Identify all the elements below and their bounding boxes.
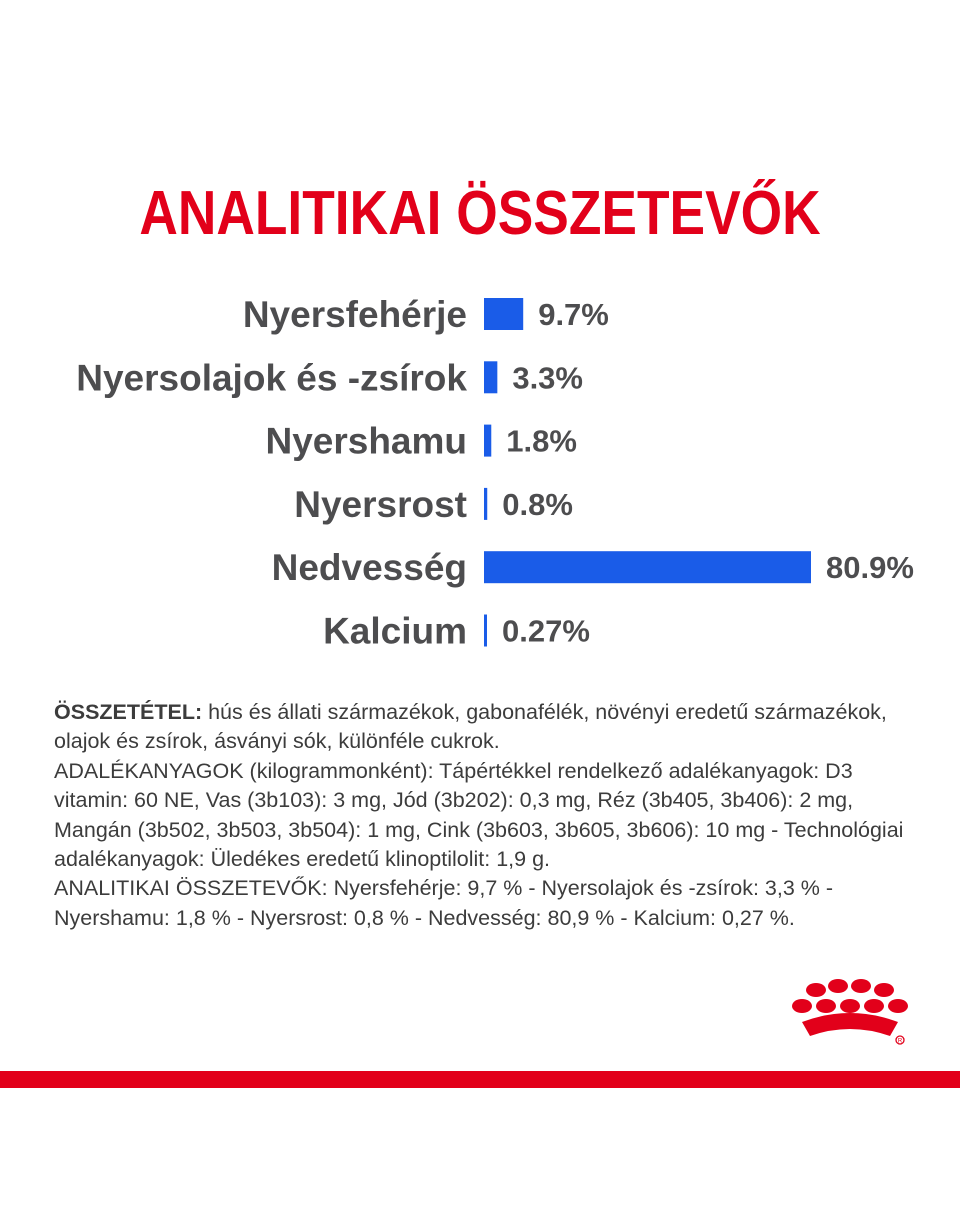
- additives-paragraph: ADALÉKANYAGOK (kilogrammonként): Tápértékkel rendelkező adalékanyagok: D3 vitamin: 60 NE, Vas (3b103): 3 mg, Jód (3b202): 0,3 mg, Réz (3b405, 3b406): 2 mg, Mangán (3b502, 3b503, 3b504): 1 mg, Cink (3b603, 3b605, 3b606): 10 mg - Technológiai adalékanyagok: Üledékes eredetű klinoptilolit: 1,9 g.: [54, 758, 904, 872]
- category-label: Kalcium: [323, 610, 467, 652]
- category-label: Nyershamu: [265, 420, 467, 462]
- value-label: 9.7%: [538, 297, 609, 332]
- bar: [484, 425, 491, 457]
- bar: [484, 488, 487, 520]
- value-label: 0.8%: [502, 486, 573, 522]
- composition-paragraph: [54, 698, 924, 757]
- bar: [484, 615, 487, 647]
- bar: [484, 551, 811, 583]
- category-label: Nyersrost: [294, 483, 467, 525]
- category-label: Nyersfehérje: [242, 294, 467, 335]
- value-label: 1.8%: [506, 423, 577, 459]
- value-label: 3.3%: [512, 360, 584, 396]
- bar: [484, 361, 497, 393]
- composition-lead: ÖSSZETÉTEL:: [54, 700, 203, 724]
- nutrient-bar-chart: [0, 280, 960, 660]
- bar: [484, 298, 523, 330]
- svg-text:R: R: [897, 1038, 903, 1045]
- category-label: Nyersolajok és -zsírok: [76, 357, 467, 399]
- value-label: 0.27%: [502, 613, 590, 649]
- analytics-paragraph: ANALITIKAI ÖSSZETEVŐK: Nyersfehérje: 9,7 % - Nyersolajok és -zsírok: 3,3 % - Nyershamu: 1,8 % - Nyersrost: 0,8 % - Nedvesség: 80,9 % - Kalcium: 0,27 %.: [54, 876, 834, 930]
- page-title: ANALITIKAI ÖSSZETEVŐK: [139, 179, 821, 248]
- footer-red-stripe: [0, 1071, 960, 1088]
- category-label: Nedvesség: [271, 547, 467, 589]
- value-label: 80.9%: [826, 550, 914, 586]
- composition-lead-text: hús és állati származékok, gabonafélék, növényi eredetű származékok, olajok és zsírok, ásványi sók, különféle cukrok.: [54, 700, 887, 754]
- royal-canin-crown-icon: [786, 976, 918, 1050]
- composition-text: [54, 698, 924, 933]
